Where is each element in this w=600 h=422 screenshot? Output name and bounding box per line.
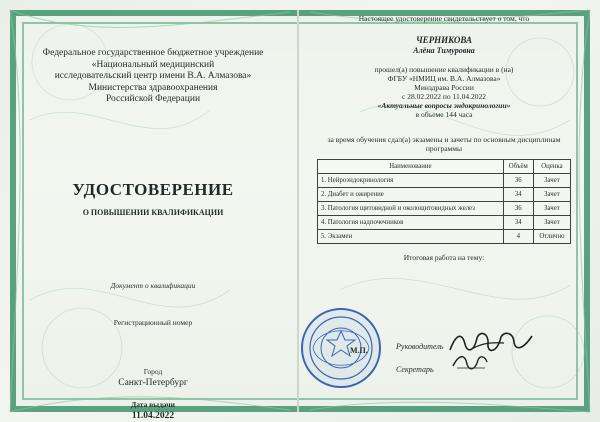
exam-intro-line-2: программы [425,144,463,153]
table-row [318,230,571,244]
final-work-label: Итоговая работа на тему: [403,253,485,262]
hours-line: в объеме 144 часа [415,110,473,119]
holder-surname: ЧЕРНИКОВА [415,35,473,45]
issuer-line: исследовательский центр имени В.А. Алмазова» [54,71,252,81]
registration-label: Регистрационный номер [113,317,193,327]
qualification-block [306,65,582,119]
ministry-line: Минздрава России [414,83,474,92]
table-row [318,216,571,230]
leader-label: Руководитель [396,342,444,351]
table-row [318,202,571,216]
discipline-volume: 4 [503,230,533,244]
seal-icon [298,305,384,391]
issuer-line: Министерства здравоохранения [88,82,218,93]
mp-label: М.П. [350,346,368,355]
program-line: «Актуальные вопросы эндокринологии» [377,101,511,110]
period-line: с 28.02.2022 по 11.04.2022 [402,92,486,101]
discipline-name: 4. Патология надпочечников [318,216,504,230]
city-label: Город [143,366,163,376]
holder-given-name: Алёна Тимуровна [413,46,475,55]
discipline-volume: 36 [503,174,533,188]
discipline-name: 2. Диабет и ожирение [318,188,504,202]
passed-line: прошел(а) повышение квалификации в (на) [374,65,514,74]
discipline-volume: 36 [503,202,533,216]
discipline-grade: Отлично [533,230,570,244]
table-header-volume: Объём [503,160,533,174]
discipline-volume: 34 [503,188,533,202]
issuer-line: Федеральное государственное бюджетное учреждение [42,48,264,58]
discipline-name: 3. Патология щитовидной и околощитовидных желез [318,202,504,216]
organization-line: ФГБУ «НМИЦ им. В.А. Алмазова» [387,74,501,83]
signature-icon [449,350,491,374]
secretary-label: Секретарь [396,365,434,374]
issue-date-value: 11.04.2022 [131,410,175,421]
discipline-volume: 34 [503,216,533,230]
document-subtitle: О ПОВЫШЕНИИ КВАЛИФИКАЦИИ [82,207,224,217]
discipline-grade: Зачет [533,188,570,202]
issuer-line: Российской Федерации [105,94,201,104]
city-value: Санкт-Петербург [118,377,188,388]
left-panel [28,26,278,421]
discipline-name: 5. Экзамен [318,230,504,244]
discipline-grade: Зачет [533,174,570,188]
document-type: Документ о квалификации [110,280,196,290]
discipline-grade: Зачет [533,202,570,216]
issuer-block [28,48,278,106]
disciplines-table [317,159,571,244]
table-header-grade: Оценка [533,160,570,174]
table-header-row [318,160,571,174]
table-row [318,174,571,188]
exam-intro-line-1: за время обучения сдал(а) экзамены и зачеты по основным дисциплинам [327,135,561,144]
signature-area [394,326,584,396]
exam-intro [306,135,582,153]
table-header-name: Наименование [318,160,504,174]
issue-date-label: Дата выдачи [131,399,175,409]
right-panel [306,14,582,262]
issuer-line: «Национальный медицинский [91,59,215,70]
discipline-name: 1. Нейроэндокринология [318,174,504,188]
table-row [318,188,571,202]
document-title: УДОСТОВЕРЕНИЕ [72,179,234,199]
discipline-grade: Зачет [533,216,570,230]
intro-text: Настоящее удостоверение свидетельствует о том, что [358,14,530,23]
